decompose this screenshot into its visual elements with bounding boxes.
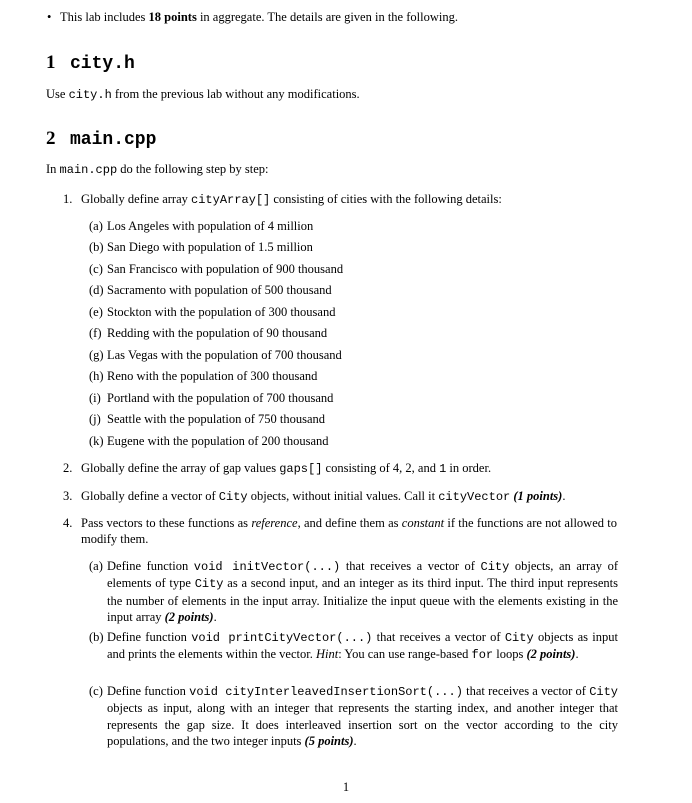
- text: loops: [493, 647, 527, 662]
- section-heading-1: [46, 51, 135, 76]
- step-label: 1.: [63, 192, 73, 206]
- sub-label: (g): [89, 348, 104, 362]
- section2-paragraph: [46, 161, 646, 178]
- inline-code: 1: [439, 462, 447, 476]
- text: .: [353, 733, 357, 748]
- sub-text: Seattle with the population of 750 thousand: [107, 412, 326, 426]
- step-text: Globally define a vector of: [81, 489, 219, 503]
- step-label: 3.: [63, 489, 73, 503]
- section-heading-2: [46, 127, 156, 152]
- text: objects as input and prints the elements within the vector.: [107, 630, 618, 662]
- sub-text: Los Angeles with population of 4 million: [107, 219, 314, 233]
- sub-label: (a): [89, 219, 103, 233]
- sub-text: [107, 629, 618, 664]
- section-number: 2: [46, 128, 56, 149]
- sub-label: (h): [89, 369, 104, 383]
- text: objects as input, along with an integer that represents the starting index, and another integer that represents the gap size. It does interleaved insertion sort on the vector according to the city populations, and the two integer inputs: [107, 701, 618, 748]
- inline-code: main.cpp: [59, 163, 118, 177]
- points-label: (5 points): [304, 733, 354, 748]
- inline-code: city.h: [68, 88, 112, 102]
- bullet-icon: •: [47, 10, 52, 24]
- step-text: in order.: [446, 461, 492, 475]
- sub-label: (j): [89, 412, 101, 426]
- text: : You can use range-based: [338, 647, 472, 662]
- sub-text: San Diego with population of 1.5 million: [107, 240, 313, 254]
- inline-code: City: [480, 560, 510, 574]
- text: that receives a vector of: [462, 684, 590, 698]
- text: as a second input, and an integer as its third input. The third input represents the number of elements in the input array. Initialize the input queue with the elements existing in the input array: [107, 576, 618, 624]
- step-text: Globally define array: [81, 192, 192, 206]
- list-item: [89, 629, 618, 664]
- step-label: 2.: [63, 461, 73, 475]
- sub-text: Reno with the population of 300 thousand: [107, 369, 318, 383]
- points-label: (2 points): [526, 647, 576, 662]
- step-text: consisting of 4, 2, and: [322, 461, 440, 475]
- text: .: [575, 647, 579, 662]
- section-title: main.cpp: [70, 130, 157, 150]
- text: Define function: [107, 630, 192, 644]
- text: that receives a vector of: [340, 559, 481, 573]
- sub-text: [107, 683, 618, 749]
- inline-code: gaps[]: [279, 462, 323, 476]
- text: objects, an array of elements of type: [107, 559, 618, 591]
- sub-text: Sacramento with population of 500 thousand: [107, 283, 332, 297]
- points-label: (1 points): [513, 489, 563, 503]
- sub-text: [107, 558, 618, 625]
- step-text: .: [562, 489, 566, 503]
- step-text: if the functions are not allowed to modify them.: [81, 516, 617, 546]
- step-4: [63, 515, 617, 547]
- inline-code: City: [589, 685, 618, 699]
- step-2: [63, 460, 621, 477]
- sub-label: (i): [89, 391, 101, 405]
- step-3: [63, 488, 621, 505]
- text: Define function: [107, 559, 194, 573]
- sub-text: Eugene with the population of 200 thousand: [107, 434, 329, 448]
- intro-text-after: in aggregate. The details are given in the following.: [196, 10, 458, 24]
- section-title: city.h: [70, 54, 135, 74]
- emphasis-text: constant: [401, 516, 445, 530]
- section1-paragraph: [46, 86, 646, 103]
- sub-label: (a): [89, 559, 103, 573]
- sub-label: (c): [89, 684, 103, 698]
- hint-label: Hint: [315, 647, 339, 662]
- inline-code: cityArray[]: [191, 193, 271, 207]
- step-text: consisting of cities with the following details:: [270, 192, 502, 206]
- sub-text: San Francisco with population of 900 thousand: [107, 262, 344, 276]
- step-text: , and define them as: [297, 516, 402, 530]
- sub-label: (f): [89, 326, 102, 340]
- inline-code: City: [218, 490, 248, 504]
- sub-text: Redding with the population of 90 thousand: [107, 326, 328, 340]
- inline-code: for: [471, 648, 494, 663]
- inline-code: City: [194, 577, 224, 592]
- section-number: 1: [46, 52, 56, 73]
- page-number: 1: [342, 780, 350, 794]
- sub-label: (k): [89, 434, 104, 448]
- inline-code: City: [504, 631, 534, 645]
- para-text: In: [46, 162, 60, 176]
- text: .: [213, 609, 217, 624]
- intro-points: 18 points: [148, 10, 197, 24]
- step-text: objects, without initial values. Call it: [247, 489, 439, 503]
- text: that receives a vector of: [372, 630, 505, 644]
- step-text: Pass vectors to these functions as: [81, 516, 252, 530]
- sub-label: (b): [89, 240, 104, 254]
- inline-code: void initVector(...): [193, 560, 341, 574]
- text: Define function: [107, 684, 190, 698]
- sub-text: Las Vegas with the population of 700 thousand: [107, 348, 342, 362]
- inline-code: void printCityVector(...): [191, 631, 373, 645]
- list-item: [89, 683, 618, 749]
- para-text: do the following step by step:: [117, 162, 269, 176]
- intro-line: [47, 9, 660, 25]
- points-label: (2 points): [164, 609, 214, 624]
- sub-label: (b): [89, 630, 104, 644]
- emphasis-text: reference: [251, 516, 298, 530]
- step-text: Globally define the array of gap values: [81, 461, 280, 475]
- sub-text: Portland with the population of 700 thousand: [107, 391, 334, 405]
- sub-label: (c): [89, 262, 103, 276]
- list-item: [89, 558, 618, 625]
- para-text: Use: [46, 87, 69, 101]
- sub-label: (d): [89, 283, 104, 297]
- inline-code: cityVector: [438, 490, 511, 504]
- step-label: 4.: [63, 516, 73, 530]
- step-1: [63, 191, 621, 208]
- para-text: from the previous lab without any modifications.: [111, 87, 360, 101]
- sub-text: Stockton with the population of 300 thousand: [107, 305, 336, 319]
- intro-text-before: This lab includes: [60, 10, 149, 24]
- sub-label: (e): [89, 305, 103, 319]
- inline-code: void cityInterleavedInsertionSort(...): [189, 685, 463, 699]
